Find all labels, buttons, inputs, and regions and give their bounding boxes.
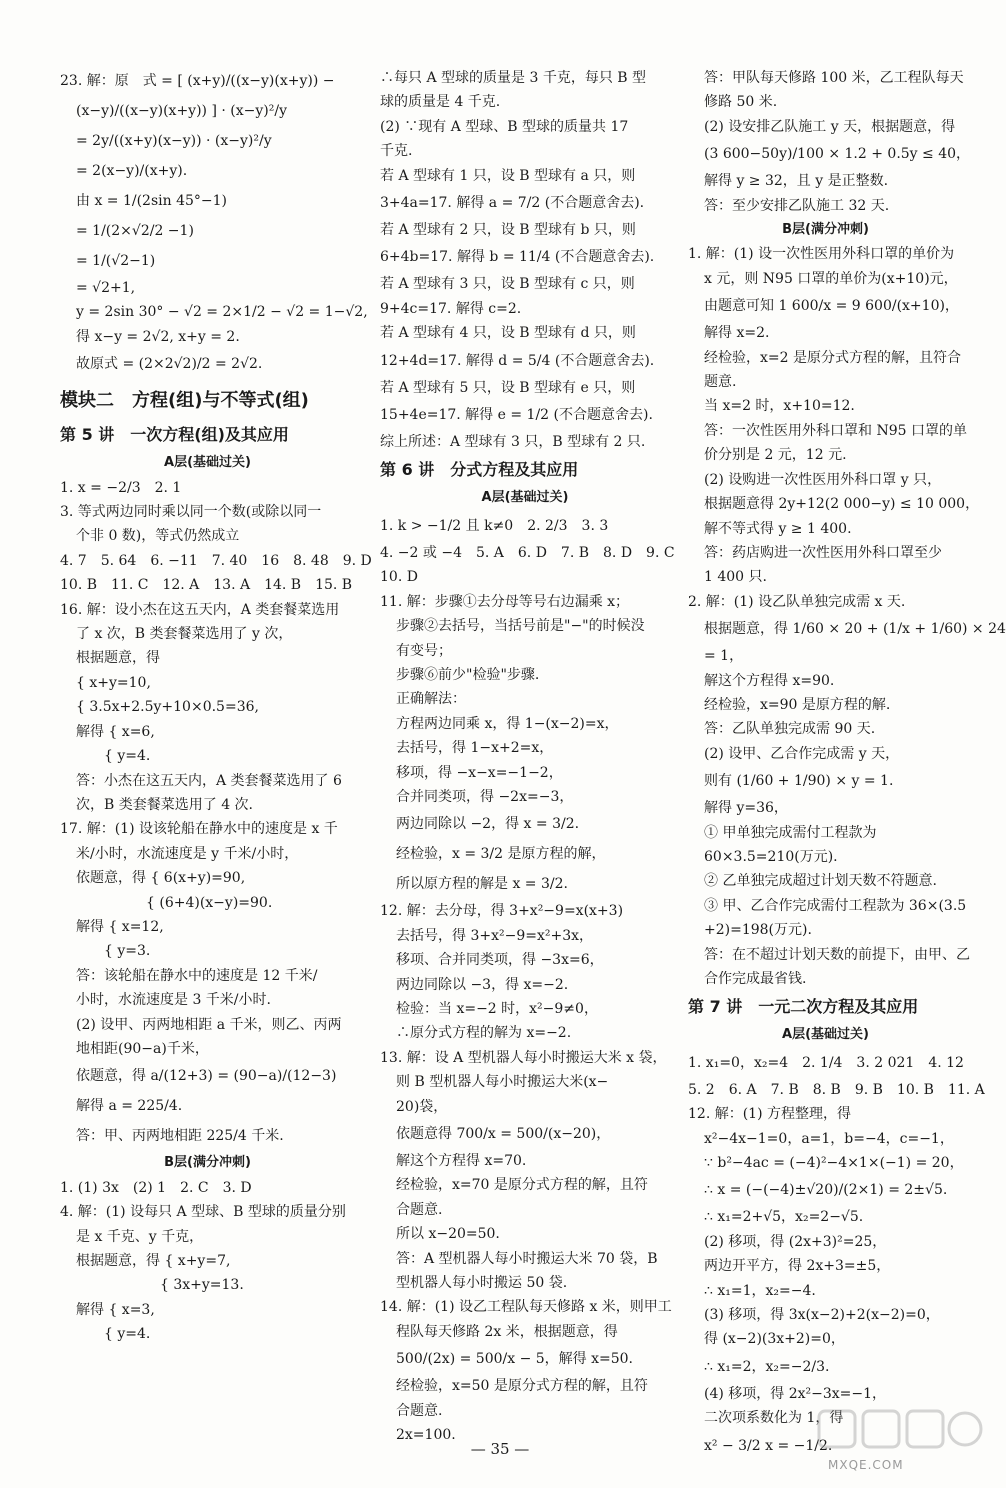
level-a-heading: A层(基础过关) xyxy=(481,490,569,506)
answer-line: 答：至少安排乙队施工 32 天. xyxy=(704,197,890,214)
answer-line: 经检验，x=50 是原分式方程的解，且符 xyxy=(396,1378,648,1395)
lecture-6-heading: 第 6 讲 分式方程及其应用 xyxy=(380,460,579,480)
answer-line: 15+4e=17. 解得 e = 1/2 (不合题意舍去). xyxy=(380,407,653,424)
answer-line: (2) ∵现有 A 型球、B 型球的质量共 17 xyxy=(380,118,629,135)
answer-line: 答：A 型机器人每小时搬运大米 70 袋，B xyxy=(396,1250,658,1267)
answer-line: 解得 y=36， xyxy=(704,800,788,817)
answer-line: { y=4. xyxy=(76,1326,151,1343)
answer-line: 米/小时，水流速度是 y 千米/小时， xyxy=(76,845,299,862)
answer-line: 修路 50 米. xyxy=(704,94,778,111)
answer-line: 根据题意，得 xyxy=(76,650,160,667)
answer-line: 去括号，得 1−x+2=x， xyxy=(396,740,554,757)
answer-line: { x+y=10, xyxy=(76,674,151,691)
level-b-heading: B层(满分冲刺) xyxy=(782,222,869,238)
answer-line: 若 A 型球有 2 只，设 B 型球有 b 只，则 xyxy=(380,222,636,239)
answer-line: 方程两边同乘 x，得 1−(x−2)=x， xyxy=(396,715,619,732)
lecture-5-heading: 第 5 讲 一次方程(组)及其应用 xyxy=(60,425,289,445)
left-column xyxy=(60,66,372,1347)
answer-line: 6+4b=17. 解得 b = 11/4 (不合题意舍去). xyxy=(380,249,655,266)
middle-column xyxy=(380,66,675,1447)
answer-line: 程队每天修路 2x 米，根据题意，得 xyxy=(396,1323,618,1340)
answer-line: 当 x=2 时，x+10=12. xyxy=(704,398,855,415)
solution-line: 故原式 = (2×2√2)/2 = 2√2. xyxy=(76,356,263,373)
answer-line: 依题意，得 a/(12+3) = (90−a)/(12−3) xyxy=(76,1068,337,1085)
answer-line: 12. 解：(1) 方程整理，得 xyxy=(688,1106,851,1123)
answer-line: 所以原方程的解是 x = 3/2. xyxy=(396,876,568,893)
answer-line: 综上所述：A 型球有 3 只，B 型球有 2 只. xyxy=(380,434,646,451)
right-column xyxy=(688,66,1006,1461)
answer-line: 2. 解：(1) 设乙队单独完成需 x 天. xyxy=(688,593,906,610)
answer-line: 正确解法： xyxy=(396,691,466,708)
watermark-text: MXQE.COM xyxy=(828,1458,904,1472)
answer-line: 两边开平方，得 2x+3=±5， xyxy=(704,1258,891,1275)
answer-line: (2) 移项，得 (2x+3)²=25， xyxy=(704,1233,887,1250)
answer-line: 1. 解：(1) 设一次性医用外科口罩的单价为 xyxy=(688,246,955,263)
answer-line: 解得 { x=3, xyxy=(76,1301,155,1318)
answer-line: 次，B 类套餐菜选用了 4 次. xyxy=(76,796,253,813)
answer-line: x² − 3/2 x = −1/2. xyxy=(704,1437,833,1454)
answer-line: 500/(2x) = 500/x − 5，解得 x=50. xyxy=(396,1351,634,1368)
answer-line: 10. D xyxy=(380,569,418,586)
answer-line: (2) 设甲、乙合作完成需 y 天， xyxy=(704,745,900,762)
answer-line: (4) 移项，得 2x²−3x=−1， xyxy=(704,1385,887,1402)
answer-line: 解不等式得 y ≥ 1 400. xyxy=(704,520,852,537)
answer-line: ② 乙单独完成超过计划天数不符题意. xyxy=(704,873,937,890)
answer-line: 答：该轮船在静水中的速度是 12 千米/ xyxy=(76,967,318,984)
solution-line: = 2(x−y)/(x+y). xyxy=(76,163,188,179)
answer-line: 价分别是 2 元，12 元. xyxy=(704,447,847,464)
answer-line: 4. −2 或 −4 5. A 6. D 7. B 8. D 9. C xyxy=(380,544,675,561)
answer-line: 合作完成最省钱. xyxy=(704,971,807,987)
answer-line: 经检验，x=90 是原方程的解. xyxy=(704,696,891,713)
answer-line: 合题意. xyxy=(396,1402,443,1419)
answer-line: 题意. xyxy=(704,374,737,391)
answer-line: 了 x 次，B 类套餐菜选用了 y 次， xyxy=(76,626,293,643)
solution-line: 得 x−y = 2√2, x+y = 2. xyxy=(76,328,240,345)
answer-line: 千克. xyxy=(380,143,413,160)
answer-line: 17. 解：(1) 设该轮船在静水中的速度是 x 千 xyxy=(60,821,338,838)
answer-line: 11. 解：步骤①去分母等号右边漏乘 x； xyxy=(380,593,630,610)
answer-line: 60×3.5=210(万元). xyxy=(704,848,838,865)
answer-line: ∴原分式方程的解为 x=−2. xyxy=(396,1025,572,1042)
answer-line: 解得 a = 225/4. xyxy=(76,1098,183,1115)
answer-line: 去括号，得 3+x²−9=x²+3x， xyxy=(396,927,594,944)
answer-line: 地相距(90−a)千米， xyxy=(76,1040,209,1057)
answer-line: 步骤②去括号，当括号前是"−"的时候没 xyxy=(396,618,645,635)
answer-line: (3) 移项，得 3x(x−2)+2(x−2)=0， xyxy=(704,1307,940,1324)
answer-line: 1 400 只. xyxy=(704,569,767,586)
answer-line: ③ 甲、乙合作完成需付工程款为 36×(3.5 xyxy=(704,897,967,914)
answer-line: 若 A 型球有 1 只，设 B 型球有 a 只，则 xyxy=(380,167,636,184)
level-b-heading: B层(满分冲刺) xyxy=(164,1155,251,1171)
answer-line: 检验：当 x=−2 时，x²−9≠0， xyxy=(396,1000,598,1017)
answer-line: 3. 等式两边同时乘以同一个数(或除以同一 xyxy=(60,504,322,521)
level-a-heading: A层(基础过关) xyxy=(782,1027,869,1043)
answer-line: 根据题意，得 { x+y=7, xyxy=(76,1253,231,1269)
answer-line: 是 x 千克、y 千克， xyxy=(76,1228,204,1245)
answer-line: 小时，水流速度是 3 千米/小时. xyxy=(76,992,271,1009)
answer-line: 步骤⑥前少"检验"步骤. xyxy=(396,666,540,683)
answer-line: 答：乙队单独完成需 90 天. xyxy=(704,721,876,738)
answer-line: 解这个方程得 x=70. xyxy=(396,1153,527,1169)
answer-line: { y=4. xyxy=(76,748,151,765)
answer-line: 若 A 型球有 4 只，设 B 型球有 d 只，则 xyxy=(380,325,636,342)
answer-line: 由题意可知 1 600/x = 9 600/(x+10)， xyxy=(704,298,959,315)
answer-line: x²−4x−1=0，a=1，b=−4，c=−1， xyxy=(704,1130,954,1147)
lecture-7-heading: 第 7 讲 一元二次方程及其应用 xyxy=(688,997,919,1017)
problem-23-line: 23. 解：原 式 = [ (x+y)/((x−y)(x+y)) − xyxy=(60,73,335,89)
answer-line: +2)=198(万元). xyxy=(704,922,812,939)
answer-line: 4. 解：(1) 设每只 A 型球、B 型球的质量分别 xyxy=(60,1204,346,1221)
solution-line: = 1/(√2−1) xyxy=(76,253,156,269)
answer-line: 14. 解：(1) 设乙工程队每天修路 x 米，则甲工 xyxy=(380,1299,672,1316)
answer-line: 经检验，x=2 是原分式方程的解，且符合 xyxy=(704,349,961,366)
answer-line: 1. x₁=0，x₂=4 2. 1/4 3. 2 021 4. 12 xyxy=(688,1054,964,1071)
answer-line: 有变号； xyxy=(396,642,452,659)
answer-line: 二次项系数化为 1，得 xyxy=(704,1410,844,1427)
answer-line: 若 A 型球有 3 只，设 B 型球有 c 只，则 xyxy=(380,276,635,293)
module-heading: 模块二 方程(组)与不等式(组) xyxy=(60,390,309,412)
answer-line: ① 甲单独完成需付工程款为 xyxy=(704,824,877,841)
answer-line: 所以 x−20=50. xyxy=(396,1226,500,1243)
answer-line: 得 (x−2)(3x+2)=0， xyxy=(704,1331,845,1348)
answer-line: (2) 设购进一次性医用外科口罩 y 只， xyxy=(704,471,942,488)
answer-line: 则 B 型机器人每小时搬运大米(x− xyxy=(396,1074,609,1091)
answer-line: { y=3. xyxy=(76,943,151,960)
solution-line: = √2+1, xyxy=(76,280,136,296)
answer-line: 则有 (1/60 + 1/90) × y = 1. xyxy=(704,773,894,790)
answer-line: 12+4d=17. 解得 d = 5/4 (不合题意舍去). xyxy=(380,352,655,369)
solution-line: = 1/(2×√2/2 −1) xyxy=(76,223,194,239)
answer-line: 答：小杰在这五天内，A 类套餐菜选用了 6 xyxy=(76,772,342,789)
answer-line: 解得 x=2. xyxy=(704,325,770,342)
answer-line: 解这个方程得 x=90. xyxy=(704,672,835,689)
answer-line: 解得 { x=6, xyxy=(76,723,155,740)
answer-line: x 元，则 N95 口罩的单价为(x+10)元， xyxy=(704,270,958,287)
page-number: — 35 — xyxy=(470,1440,530,1458)
answer-line: 根据题意，得 1/60 × 20 + (1/x + 1/60) × 24 xyxy=(704,621,1006,638)
answer-line: (3 600−50y)/100 × 1.2 + 0.5y ≤ 40， xyxy=(704,146,971,163)
answer-line: 1. x = −2/3 2. 1 xyxy=(60,479,182,496)
answer-line: 答：药店购进一次性医用外科口罩至少 xyxy=(704,544,942,561)
answer-line: 依题意得 700/x = 500/(x−20)， xyxy=(396,1126,611,1142)
answer-line: 2x=100. xyxy=(396,1427,456,1444)
answer-line: ∴ x = (−(−4)±√20)/(2×1) = 2±√5. xyxy=(704,1182,948,1199)
answer-line: 答：在不超过计划天数的前提下，由甲、乙 xyxy=(704,946,970,963)
answer-line: 移项、合并同类项，得 −3x=6， xyxy=(396,952,604,969)
answer-line: 经检验，x=70 是原分式方程的解，且符 xyxy=(396,1177,648,1194)
answer-line: (2) 设安排乙队施工 y 天，根据题意，得 xyxy=(704,118,956,135)
answer-line: 9+4c=17. 解得 c=2. xyxy=(380,300,522,317)
answer-line: 1. k > −1/2 且 k≠0 2. 2/3 3. 3 xyxy=(380,517,609,534)
answer-line: ∵ b²−4ac = (−4)²−4×1×(−1) = 20， xyxy=(704,1155,964,1172)
answer-line: 3+4a=17. 解得 a = 7/2 (不合题意舍去). xyxy=(380,195,645,212)
solution-line: y = 2sin 30° − √2 = 2×1/2 − √2 = 1−√2, xyxy=(76,304,368,321)
answer-line: (2) 设甲、丙两地相距 a 千米，则乙、丙两 xyxy=(76,1016,342,1033)
answer-line: 答：甲、丙两地相距 225/4 千米. xyxy=(76,1128,284,1145)
answer-line: 16. 解：设小杰在这五天内，A 类套餐菜选用 xyxy=(60,601,340,618)
answer-line: ∴ x₁=2，x₂=−2/3. xyxy=(704,1358,830,1375)
answer-line: 根据题意得 2y+12(2 000−y) ≤ 10 000， xyxy=(704,496,980,513)
answer-line: ∴ x₁=2+√5，x₂=2−√5. xyxy=(704,1209,864,1226)
answer-line: 个非 0 数)，等式仍然成立 xyxy=(76,528,240,545)
answer-line: 13. 解：设 A 型机器人每小时搬运大米 x 袋， xyxy=(380,1049,667,1066)
answer-line: 1. (1) 3x (2) 1 2. C 3. D xyxy=(60,1179,252,1196)
answer-line: { 3.5x+2.5y+10×0.5=36, xyxy=(76,699,259,716)
answer-line: 两边同除以 −2，得 x = 3/2. xyxy=(396,816,580,833)
answer-line: 型机器人每小时搬运 50 袋. xyxy=(396,1275,568,1292)
answer-line: 两边同除以 −3，得 x=−2. xyxy=(396,976,569,993)
answer-line: ∴每只 A 型球的质量是 3 千克，每只 B 型 xyxy=(380,70,647,86)
solution-line: = 2y/((x+y)(x−y)) · (x−y)²/y xyxy=(76,133,272,149)
answer-line: 球的质量是 4 千克. xyxy=(380,94,501,111)
answer-line: 依题意，得 { 6(x+y)=90, xyxy=(76,870,246,887)
answer-line: ∴ x₁=1，x₂=−4. xyxy=(704,1282,816,1299)
answer-line: 解得 y ≥ 32，且 y 是正整数. xyxy=(704,173,889,190)
answer-line: 经检验，x = 3/2 是原方程的解， xyxy=(396,846,606,863)
answer-line: 20)袋， xyxy=(396,1098,448,1115)
answer-line: = 1， xyxy=(704,648,744,665)
answer-line: 答：一次性医用外科口罩和 N95 口罩的单 xyxy=(704,422,967,439)
answer-line: 答：甲队每天修路 100 米，乙工程队每天 xyxy=(704,70,964,86)
answer-line: 10. B 11. C 12. A 13. A 14. B 15. B xyxy=(60,577,353,594)
answer-line: 4. 7 5. 64 6. −11 7. 40 16 8. 48 9. D xyxy=(60,552,372,569)
answer-line: 12. 解：去分母，得 3+x²−9=x(x+3) xyxy=(380,903,624,920)
answer-line: { (6+4)(x−y)=90. xyxy=(76,894,273,911)
answer-line: 合题意. xyxy=(396,1201,443,1218)
answer-line: 若 A 型球有 5 只，设 B 型球有 e 只，则 xyxy=(380,379,636,396)
solution-line: 由 x = 1/(2sin 45°−1) xyxy=(76,193,228,209)
answer-line: 移项，得 −x−x=−1−2， xyxy=(396,764,563,781)
solution-line: (x−y)/((x−y)(x+y)) ] · (x−y)²/y xyxy=(76,103,287,119)
answer-line: 解得 { x=12, xyxy=(76,918,164,935)
level-a-heading: A层(基础过关) xyxy=(164,455,251,471)
answer-line: 合并同类项，得 −2x=−3， xyxy=(396,788,574,805)
answer-line: 5. 2 6. A 7. B 8. B 9. B 10. B 11. A xyxy=(688,1081,985,1098)
answer-line: { 3x+y=13. xyxy=(76,1277,244,1294)
